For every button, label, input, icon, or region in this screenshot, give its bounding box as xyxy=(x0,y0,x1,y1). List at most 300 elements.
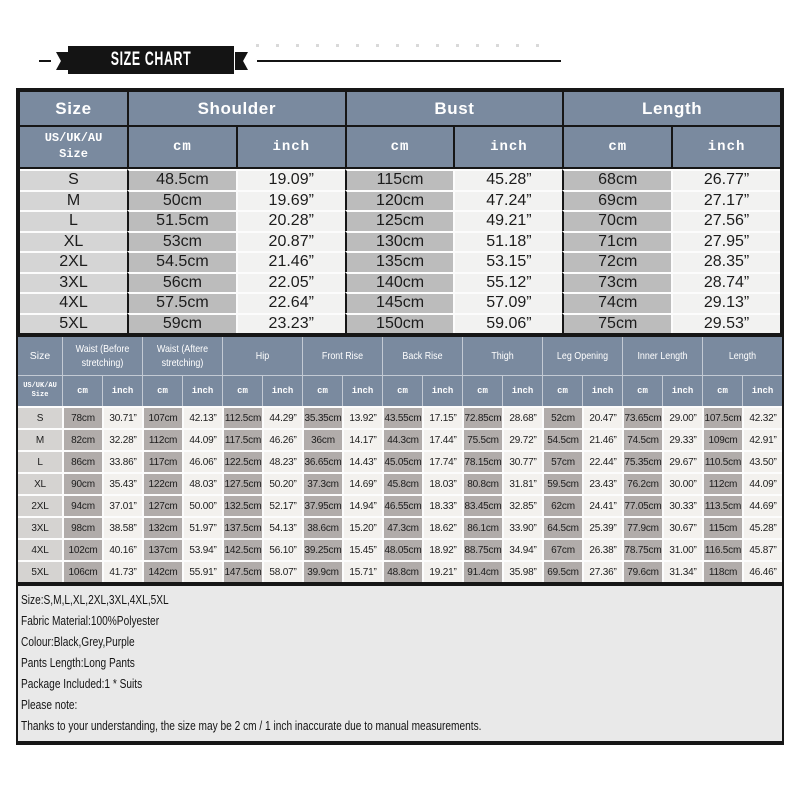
size-cell: 2XL xyxy=(20,251,127,272)
table-row xyxy=(18,516,782,538)
measurement-cell: 77.05cm xyxy=(622,494,662,516)
measurement-cell: 20.47” xyxy=(582,406,622,428)
measurement-cell: 57cm xyxy=(542,450,582,472)
column-header xyxy=(302,337,382,375)
measurement-cell: 142cm xyxy=(142,560,182,582)
measurement-cell: 118cm xyxy=(702,560,742,582)
measurement-cell: 79.6cm xyxy=(622,560,662,582)
size-standard-line: Size xyxy=(31,391,49,399)
unit-header-row xyxy=(18,375,782,406)
measurement-cell: 34.94” xyxy=(502,538,542,560)
watermark-dots xyxy=(256,44,540,47)
size-cell: S xyxy=(18,406,62,428)
measurement-cell: 15.71” xyxy=(342,560,382,582)
measurement-cell: 29.67” xyxy=(662,450,702,472)
measurement-cell: 52.17” xyxy=(262,494,302,516)
measurement-cell: 17.15” xyxy=(422,406,462,428)
size-cell: 5XL xyxy=(18,560,62,582)
measurement-cell: 35.43” xyxy=(102,472,142,494)
measurement-cell: 78cm xyxy=(62,406,102,428)
measurement-cell: 107cm xyxy=(142,406,182,428)
measurement-cell: 98cm xyxy=(62,516,102,538)
measurement-cell: 23.23” xyxy=(236,313,345,334)
measurement-cell: 71cm xyxy=(562,231,671,252)
unit-header-cm: cm xyxy=(142,375,182,406)
column-header-label: Waist (Before stretching) xyxy=(75,342,130,369)
size-standard-line: US/UK/AU xyxy=(23,381,57,390)
measurement-cell: 54.13” xyxy=(262,516,302,538)
unit-header-cm: cm xyxy=(542,375,582,406)
size-cell: 4XL xyxy=(20,292,127,313)
measurement-cell: 46.06” xyxy=(182,450,222,472)
measurement-cell: 25.39” xyxy=(582,516,622,538)
measurement-cell: 122cm xyxy=(142,472,182,494)
measurement-cell: 15.45” xyxy=(342,538,382,560)
measurement-cell: 30.33” xyxy=(662,494,702,516)
unit-header-cm: cm xyxy=(462,375,502,406)
measurement-cell: 73.65cm xyxy=(622,406,662,428)
measurement-cell: 41.73” xyxy=(102,560,142,582)
measurement-cell: 44.3cm xyxy=(382,428,422,450)
unit-header-row xyxy=(20,125,780,169)
measurement-cell: 21.46” xyxy=(236,251,345,272)
measurement-cell: 30.71” xyxy=(102,406,142,428)
measurement-cell: 130cm xyxy=(345,231,454,252)
measurement-cell: 18.33” xyxy=(422,494,462,516)
measurement-cell: 51.18” xyxy=(453,231,562,252)
measurement-cell: 15.20” xyxy=(342,516,382,538)
measurement-cell: 67cm xyxy=(542,538,582,560)
measurement-cell: 39.25cm xyxy=(302,538,342,560)
column-header xyxy=(462,337,542,375)
measurement-cell: 58.07” xyxy=(262,560,302,582)
unit-header-cm: cm xyxy=(222,375,262,406)
unit-header-cm: cm xyxy=(382,375,422,406)
measurement-cell: 40.16” xyxy=(102,538,142,560)
column-header-size: Size xyxy=(18,337,62,375)
shirt-size-table xyxy=(16,88,784,337)
table-row xyxy=(18,538,782,560)
measurement-cell: 117cm xyxy=(142,450,182,472)
measurement-cell: 28.68” xyxy=(502,406,542,428)
measurement-cell: 45.28” xyxy=(742,516,782,538)
measurement-cell: 35.35cm xyxy=(302,406,342,428)
measurement-cell: 36cm xyxy=(302,428,342,450)
measurement-cell: 127cm xyxy=(142,494,182,516)
unit-header-cm: cm xyxy=(702,375,742,406)
size-cell: 3XL xyxy=(18,516,62,538)
measurement-cell: 106cm xyxy=(62,560,102,582)
measurement-cell: 43.50” xyxy=(742,450,782,472)
banner-rule xyxy=(257,60,561,62)
unit-header-cm: cm xyxy=(562,125,671,169)
measurement-cell: 86.1cm xyxy=(462,516,502,538)
measurement-cell: 55.12” xyxy=(453,272,562,293)
measurement-cell: 29.13” xyxy=(671,292,780,313)
measurement-cell: 112cm xyxy=(702,472,742,494)
ribbon-right-fold-icon xyxy=(235,52,248,70)
unit-header-inch: inch xyxy=(102,375,142,406)
column-header-label: Shoulder xyxy=(197,98,277,118)
measurement-cell: 48.23” xyxy=(262,450,302,472)
column-header-label: Front Rise xyxy=(321,349,364,362)
measurement-cell: 102cm xyxy=(62,538,102,560)
measurement-cell: 70cm xyxy=(562,210,671,231)
measurement-cell: 31.81” xyxy=(502,472,542,494)
measurement-cell: 14.43” xyxy=(342,450,382,472)
measurement-cell: 21.46” xyxy=(582,428,622,450)
measurement-cell: 46.46” xyxy=(742,560,782,582)
unit-header-cm: cm xyxy=(622,375,662,406)
note-line: Size:S,M,L,XL,2XL,3XL,4XL,5XL xyxy=(21,592,169,607)
measurement-cell: 31.34” xyxy=(662,560,702,582)
measurement-cell: 29.00” xyxy=(662,406,702,428)
measurement-cell: 72.85cm xyxy=(462,406,502,428)
size-standard-header xyxy=(18,375,62,406)
measurement-cell: 59.06” xyxy=(453,313,562,334)
measurement-cell: 54.5cm xyxy=(542,428,582,450)
measurement-cell: 127.5cm xyxy=(222,472,262,494)
measurement-cell: 42.91” xyxy=(742,428,782,450)
unit-header-inch: inch xyxy=(662,375,702,406)
table-row xyxy=(18,406,782,428)
size-table xyxy=(20,92,780,333)
unit-header-inch: inch xyxy=(742,375,782,406)
size-standard-line: Size xyxy=(59,147,88,161)
measurement-cell: 53cm xyxy=(127,231,236,252)
measurement-cell: 14.69” xyxy=(342,472,382,494)
measurement-cell: 112.5cm xyxy=(222,406,262,428)
table-row xyxy=(18,494,782,516)
measurement-cell: 120cm xyxy=(345,190,454,211)
column-header-label: Hip xyxy=(255,349,270,362)
measurement-cell: 18.92” xyxy=(422,538,462,560)
measurement-cell: 137.5cm xyxy=(222,516,262,538)
column-header-label: Leg Opening xyxy=(556,349,609,362)
measurement-cell: 74cm xyxy=(562,292,671,313)
measurement-cell: 59.5cm xyxy=(542,472,582,494)
measurement-cell: 52cm xyxy=(542,406,582,428)
measurement-cell: 72cm xyxy=(562,251,671,272)
measurement-cell: 59cm xyxy=(127,313,236,334)
column-header xyxy=(127,92,345,125)
measurement-cell: 23.43” xyxy=(582,472,622,494)
column-header xyxy=(622,337,702,375)
measurement-cell: 39.9cm xyxy=(302,560,342,582)
size-cell: 2XL xyxy=(18,494,62,516)
note-line: Pants Length:Long Pants xyxy=(21,655,135,670)
measurement-cell: 20.28” xyxy=(236,210,345,231)
measurement-cell: 19.69” xyxy=(236,190,345,211)
measurement-cell: 78.15cm xyxy=(462,450,502,472)
measurement-cell: 30.67” xyxy=(662,516,702,538)
measurement-cell: 115cm xyxy=(345,169,454,190)
size-cell: S xyxy=(20,169,127,190)
measurement-cell: 22.05” xyxy=(236,272,345,293)
size-cell: 4XL xyxy=(18,538,62,560)
product-notes xyxy=(16,586,784,745)
measurement-cell: 45.28” xyxy=(453,169,562,190)
measurement-cell: 62cm xyxy=(542,494,582,516)
size-cell: M xyxy=(20,190,127,211)
measurement-cell: 19.09” xyxy=(236,169,345,190)
measurement-cell: 115cm xyxy=(702,516,742,538)
column-header-label: Waist (Aftere stretching) xyxy=(156,342,209,369)
measurement-cell: 74.5cm xyxy=(622,428,662,450)
size-cell: L xyxy=(18,450,62,472)
measurement-cell: 46.55cm xyxy=(382,494,422,516)
unit-header-cm: cm xyxy=(345,125,454,169)
measurement-cell: 50.20” xyxy=(262,472,302,494)
column-header xyxy=(142,337,222,375)
note-line: Thanks to your understanding, the size may be 2 cm / 1 inch inaccurate due to manual measurements. xyxy=(21,718,482,733)
group-header-row xyxy=(20,92,780,125)
unit-header-cm: cm xyxy=(302,375,342,406)
banner-dash-left xyxy=(39,60,51,62)
measurement-cell: 77.9cm xyxy=(622,516,662,538)
measurement-cell: 147.5cm xyxy=(222,560,262,582)
measurement-cell: 45.8cm xyxy=(382,472,422,494)
measurement-cell: 137cm xyxy=(142,538,182,560)
measurement-cell: 29.53” xyxy=(671,313,780,334)
measurement-cell: 27.17” xyxy=(671,190,780,211)
unit-header-inch: inch xyxy=(453,125,562,169)
measurement-cell: 33.90” xyxy=(502,516,542,538)
measurement-cell: 54.5cm xyxy=(127,251,236,272)
table-row xyxy=(20,272,780,293)
note-line: Colour:Black,Grey,Purple xyxy=(21,634,135,649)
measurement-cell: 44.09” xyxy=(742,472,782,494)
measurement-cell: 38.6cm xyxy=(302,516,342,538)
note-line: Please note: xyxy=(21,697,78,712)
measurement-cell: 145cm xyxy=(345,292,454,313)
measurement-cell: 150cm xyxy=(345,313,454,334)
table-row xyxy=(20,190,780,211)
measurement-cell: 17.74” xyxy=(422,450,462,472)
measurement-cell: 38.58” xyxy=(102,516,142,538)
group-header-row xyxy=(18,337,782,375)
size-cell: 5XL xyxy=(20,313,127,334)
note-line: Package Included:1 * Suits xyxy=(21,676,143,691)
measurement-cell: 18.62” xyxy=(422,516,462,538)
measurement-cell: 53.15” xyxy=(453,251,562,272)
measurement-cell: 132cm xyxy=(142,516,182,538)
column-header xyxy=(702,337,782,375)
measurement-cell: 140cm xyxy=(345,272,454,293)
unit-header-inch: inch xyxy=(182,375,222,406)
measurement-cell: 76.2cm xyxy=(622,472,662,494)
measurement-cell: 44.29” xyxy=(262,406,302,428)
measurement-cell: 80.8cm xyxy=(462,472,502,494)
table-row xyxy=(20,231,780,252)
measurement-cell: 57.5cm xyxy=(127,292,236,313)
measurement-cell: 35.98” xyxy=(502,560,542,582)
column-header-label: Bust xyxy=(434,98,475,118)
measurement-cell: 75.5cm xyxy=(462,428,502,450)
measurement-cell: 78.75cm xyxy=(622,538,662,560)
unit-header-inch: inch xyxy=(502,375,542,406)
measurement-cell: 14.94” xyxy=(342,494,382,516)
measurement-cell: 94cm xyxy=(62,494,102,516)
measurement-cell: 26.77” xyxy=(671,169,780,190)
table-row xyxy=(20,169,780,190)
unit-header-inch: inch xyxy=(582,375,622,406)
column-header-label: Back Rise xyxy=(402,349,443,362)
measurement-cell: 37.95cm xyxy=(302,494,342,516)
measurement-cell: 27.95” xyxy=(671,231,780,252)
measurement-cell: 55.91” xyxy=(182,560,222,582)
table-row xyxy=(20,251,780,272)
measurement-cell: 48.8cm xyxy=(382,560,422,582)
measurement-cell: 112cm xyxy=(142,428,182,450)
column-header-label: Length xyxy=(728,349,757,362)
measurement-cell: 29.33” xyxy=(662,428,702,450)
size-table xyxy=(18,337,782,582)
measurement-cell: 83.45cm xyxy=(462,494,502,516)
measurement-cell: 28.35” xyxy=(671,251,780,272)
unit-header-cm: cm xyxy=(127,125,236,169)
measurement-cell: 69cm xyxy=(562,190,671,211)
measurement-cell: 82cm xyxy=(62,428,102,450)
measurement-cell: 36.65cm xyxy=(302,450,342,472)
measurement-cell: 50cm xyxy=(127,190,236,211)
measurement-cell: 22.64” xyxy=(236,292,345,313)
size-cell: XL xyxy=(20,231,127,252)
measurement-cell: 49.21” xyxy=(453,210,562,231)
measurement-cell: 132.5cm xyxy=(222,494,262,516)
measurement-cell: 142.5cm xyxy=(222,538,262,560)
measurement-cell: 109cm xyxy=(702,428,742,450)
column-header-label: Inner Length xyxy=(637,349,688,362)
table-row xyxy=(18,450,782,472)
table-row xyxy=(18,428,782,450)
measurement-cell: 45.87” xyxy=(742,538,782,560)
unit-header-inch: inch xyxy=(671,125,780,169)
measurement-cell: 51.5cm xyxy=(127,210,236,231)
measurement-cell: 125cm xyxy=(345,210,454,231)
measurement-cell: 28.74” xyxy=(671,272,780,293)
note-line: Fabric Material:100%Polyester xyxy=(21,613,160,628)
measurement-cell: 122.5cm xyxy=(222,450,262,472)
unit-header-inch: inch xyxy=(236,125,345,169)
measurement-cell: 68cm xyxy=(562,169,671,190)
pants-size-table xyxy=(16,337,784,586)
column-header xyxy=(345,92,563,125)
measurement-cell: 37.01” xyxy=(102,494,142,516)
column-header xyxy=(222,337,302,375)
size-standard-header xyxy=(20,125,127,169)
column-header xyxy=(382,337,462,375)
measurement-cell: 135cm xyxy=(345,251,454,272)
measurement-cell: 14.17” xyxy=(342,428,382,450)
measurement-cell: 88.75cm xyxy=(462,538,502,560)
table-row xyxy=(18,560,782,582)
column-header xyxy=(542,337,622,375)
measurement-cell: 50.00” xyxy=(182,494,222,516)
column-header-label: Thigh xyxy=(491,349,514,362)
measurement-cell: 51.97” xyxy=(182,516,222,538)
measurement-cell: 32.85” xyxy=(502,494,542,516)
measurement-cell: 27.56” xyxy=(671,210,780,231)
measurement-cell: 56cm xyxy=(127,272,236,293)
size-cell: M xyxy=(18,428,62,450)
measurement-cell: 44.09” xyxy=(182,428,222,450)
size-cell: XL xyxy=(18,472,62,494)
measurement-cell: 110.5cm xyxy=(702,450,742,472)
measurement-cell: 30.00” xyxy=(662,472,702,494)
measurement-cell: 64.5cm xyxy=(542,516,582,538)
measurement-cell: 42.32” xyxy=(742,406,782,428)
measurement-cell: 29.72” xyxy=(502,428,542,450)
measurement-cell: 26.38” xyxy=(582,538,622,560)
measurement-cell: 31.00” xyxy=(662,538,702,560)
column-header-label: Length xyxy=(642,98,703,118)
measurement-cell: 48.05cm xyxy=(382,538,422,560)
unit-header-inch: inch xyxy=(422,375,462,406)
size-standard-line: US/UK/AU xyxy=(44,131,103,146)
size-chart-ribbon xyxy=(68,46,234,74)
measurement-cell: 113.5cm xyxy=(702,494,742,516)
measurement-cell: 30.77” xyxy=(502,450,542,472)
measurement-cell: 42.13” xyxy=(182,406,222,428)
measurement-cell: 90cm xyxy=(62,472,102,494)
measurement-cell: 56.10” xyxy=(262,538,302,560)
column-header xyxy=(562,92,780,125)
size-cell: 3XL xyxy=(20,272,127,293)
measurement-cell: 86cm xyxy=(62,450,102,472)
measurement-cell: 32.28” xyxy=(102,428,142,450)
measurement-cell: 75.35cm xyxy=(622,450,662,472)
measurement-cell: 45.05cm xyxy=(382,450,422,472)
measurement-cell: 33.86” xyxy=(102,450,142,472)
table-row xyxy=(20,292,780,313)
measurement-cell: 116.5cm xyxy=(702,538,742,560)
measurement-cell: 47.24” xyxy=(453,190,562,211)
unit-header-inch: inch xyxy=(262,375,302,406)
size-cell: L xyxy=(20,210,127,231)
measurement-cell: 27.36” xyxy=(582,560,622,582)
measurement-cell: 24.41” xyxy=(582,494,622,516)
measurement-cell: 69.5cm xyxy=(542,560,582,582)
measurement-cell: 47.3cm xyxy=(382,516,422,538)
measurement-cell: 53.94” xyxy=(182,538,222,560)
banner-title: SIZE CHART xyxy=(110,49,192,70)
measurement-cell: 18.03” xyxy=(422,472,462,494)
column-header-size: Size xyxy=(20,92,127,125)
measurement-cell: 75cm xyxy=(562,313,671,334)
measurement-cell: 107.5cm xyxy=(702,406,742,428)
measurement-cell: 46.26” xyxy=(262,428,302,450)
measurement-cell: 73cm xyxy=(562,272,671,293)
measurement-cell: 44.69” xyxy=(742,494,782,516)
measurement-cell: 19.21” xyxy=(422,560,462,582)
table-row xyxy=(20,210,780,231)
measurement-cell: 43.55cm xyxy=(382,406,422,428)
measurement-cell: 37.3cm xyxy=(302,472,342,494)
measurement-cell: 17.44” xyxy=(422,428,462,450)
table-row xyxy=(18,472,782,494)
measurement-cell: 13.92” xyxy=(342,406,382,428)
measurement-cell: 57.09” xyxy=(453,292,562,313)
table-row xyxy=(20,313,780,334)
unit-header-inch: inch xyxy=(342,375,382,406)
measurement-cell: 48.03” xyxy=(182,472,222,494)
measurement-cell: 117.5cm xyxy=(222,428,262,450)
measurement-cell: 91.4cm xyxy=(462,560,502,582)
measurement-cell: 20.87” xyxy=(236,231,345,252)
unit-header-cm: cm xyxy=(62,375,102,406)
measurement-cell: 22.44” xyxy=(582,450,622,472)
